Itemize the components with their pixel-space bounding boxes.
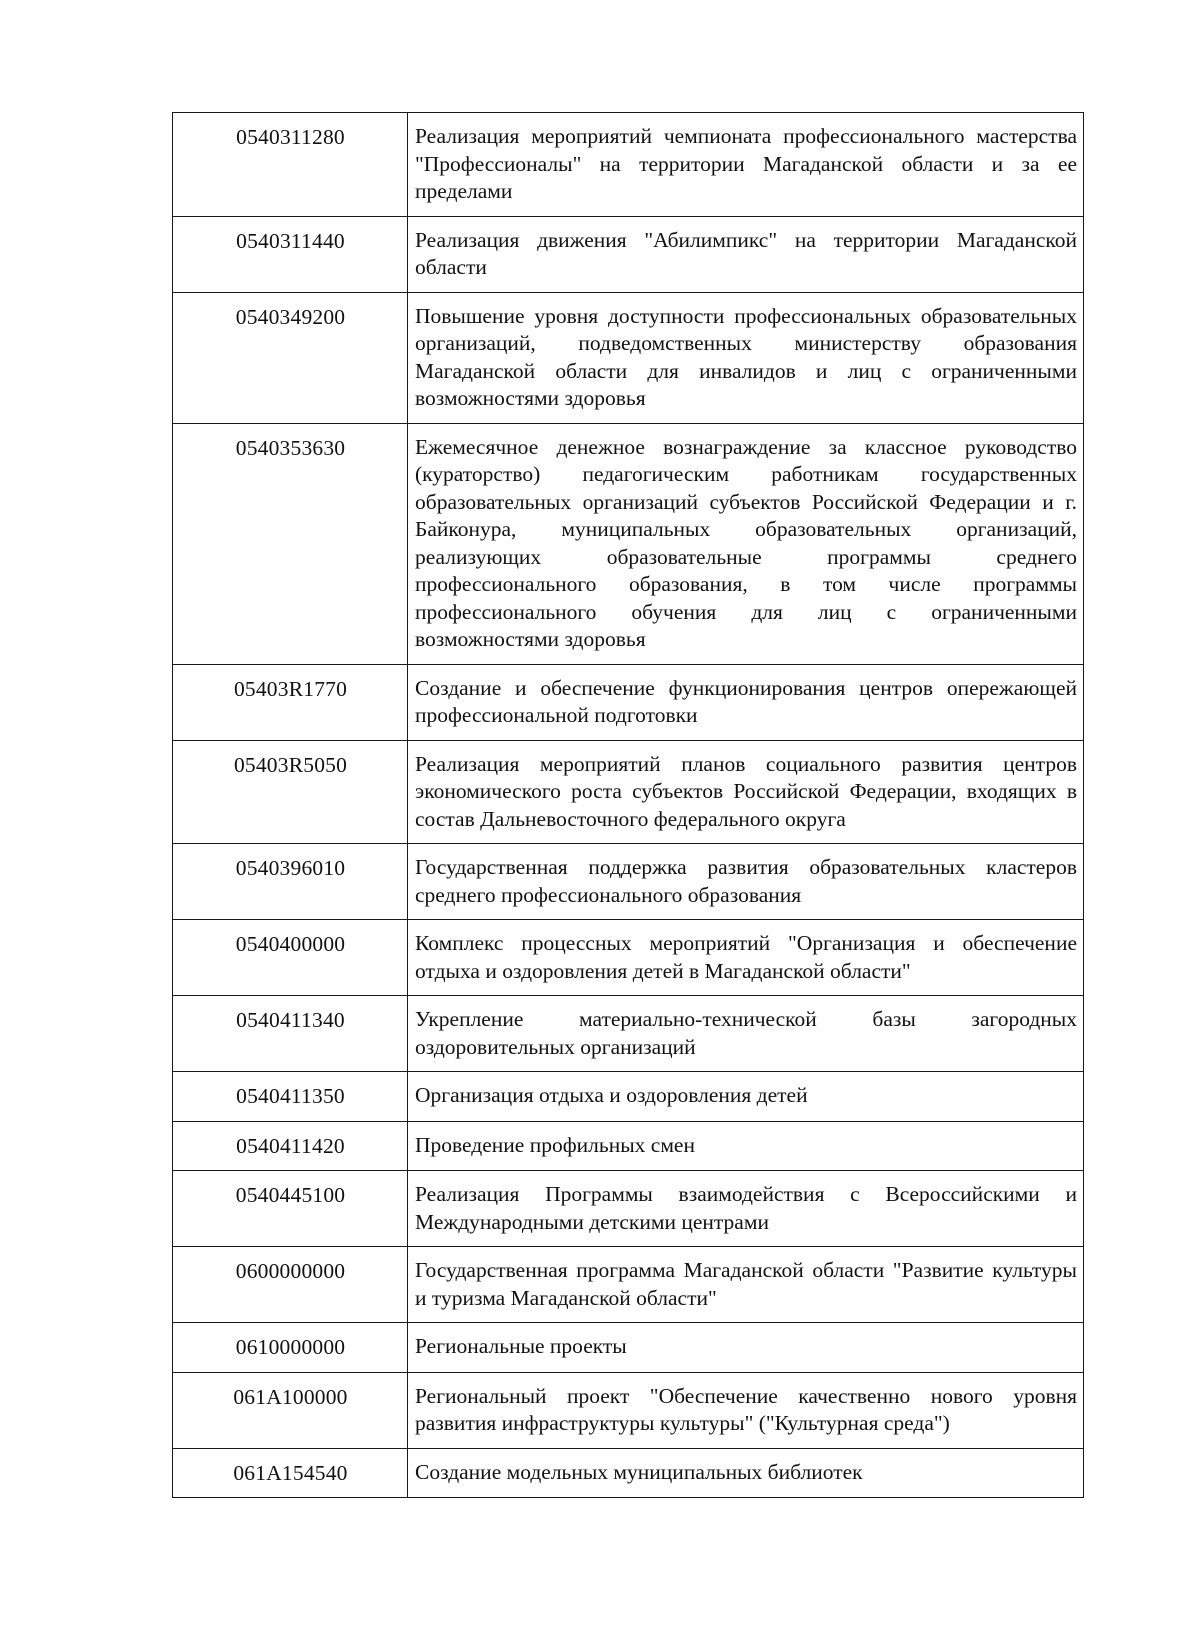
table-row: [173, 920, 1084, 996]
table-row: [173, 423, 1084, 664]
table-row: [173, 1448, 1084, 1498]
table-row: [173, 1171, 1084, 1247]
row-code: 0540396010: [173, 844, 408, 920]
row-code: 0540411350: [173, 1072, 408, 1122]
budget-code-table: [172, 112, 1084, 1498]
row-description: Ежемесячное денежное вознаграждение за классное руководство (кураторство) педагогическим работникам государственных образовательных организаций субъектов Российской Федерации и г. Байконура, муниципальных образовательных организаций, реализующих образовательные программы среднего профессионального образования, в том числе программы профессионального обучения для лиц с ограниченными возможностями здоровья: [408, 423, 1084, 664]
table-row: [173, 996, 1084, 1072]
row-description: Организация отдыха и оздоровления детей: [408, 1072, 1084, 1122]
row-description: Повышение уровня доступности профессиональных образовательных организаций, подведомственных министерству образования Магаданской области для инвалидов и лиц с ограниченными возможностями здоровья: [408, 292, 1084, 423]
row-code: 0540311440: [173, 216, 408, 292]
row-code: 0540349200: [173, 292, 408, 423]
row-description: Укрепление материально-технической базы загородных оздоровительных организаций: [408, 996, 1084, 1072]
row-code: 0540445100: [173, 1171, 408, 1247]
table-row: [173, 1372, 1084, 1448]
row-description: Реализация Программы взаимодействия с Всероссийскими и Международными детскими центрами: [408, 1171, 1084, 1247]
table-row: [173, 664, 1084, 740]
row-code: 061A154540: [173, 1448, 408, 1498]
table-row: [173, 1247, 1084, 1323]
row-description: Создание и обеспечение функционирования центров опережающей профессиональной подготовки: [408, 664, 1084, 740]
row-description: Государственная программа Магаданской области "Развитие культуры и туризма Магаданской области": [408, 1247, 1084, 1323]
row-description: Проведение профильных смен: [408, 1121, 1084, 1171]
table-row: [173, 113, 1084, 217]
row-code: 061A100000: [173, 1372, 408, 1448]
row-description: Реализация мероприятий планов социального развития центров экономического роста субъектов Российской Федерации, входящих в состав Дальневосточного федерального округа: [408, 740, 1084, 844]
row-code: 0540400000: [173, 920, 408, 996]
row-description: Региональные проекты: [408, 1323, 1084, 1373]
table-row: [173, 1323, 1084, 1373]
row-description: Реализация мероприятий чемпионата профессионального мастерства "Профессионалы" на территории Магаданской области и за ее пределами: [408, 113, 1084, 217]
row-code: 0540311280: [173, 113, 408, 217]
row-description: Создание модельных муниципальных библиотек: [408, 1448, 1084, 1498]
table-row: [173, 292, 1084, 423]
row-code: 0540411420: [173, 1121, 408, 1171]
row-description: Государственная поддержка развития образовательных кластеров среднего профессионального образования: [408, 844, 1084, 920]
row-code: 0600000000: [173, 1247, 408, 1323]
table-row: [173, 216, 1084, 292]
row-code: 05403R1770: [173, 664, 408, 740]
row-code: 05403R5050: [173, 740, 408, 844]
row-description: Региональный проект "Обеспечение качественно нового уровня развития инфраструктуры культуры" ("Культурная среда"): [408, 1372, 1084, 1448]
table-row: [173, 1072, 1084, 1122]
table-row: [173, 1121, 1084, 1171]
row-description: Реализация движения "Абилимпикс" на территории Магаданской области: [408, 216, 1084, 292]
row-code: 0610000000: [173, 1323, 408, 1373]
row-description: Комплекс процессных мероприятий "Организация и обеспечение отдыха и оздоровления детей в Магаданской области": [408, 920, 1084, 996]
row-code: 0540353630: [173, 423, 408, 664]
row-code: 0540411340: [173, 996, 408, 1072]
table-row: [173, 844, 1084, 920]
table-row: [173, 740, 1084, 844]
